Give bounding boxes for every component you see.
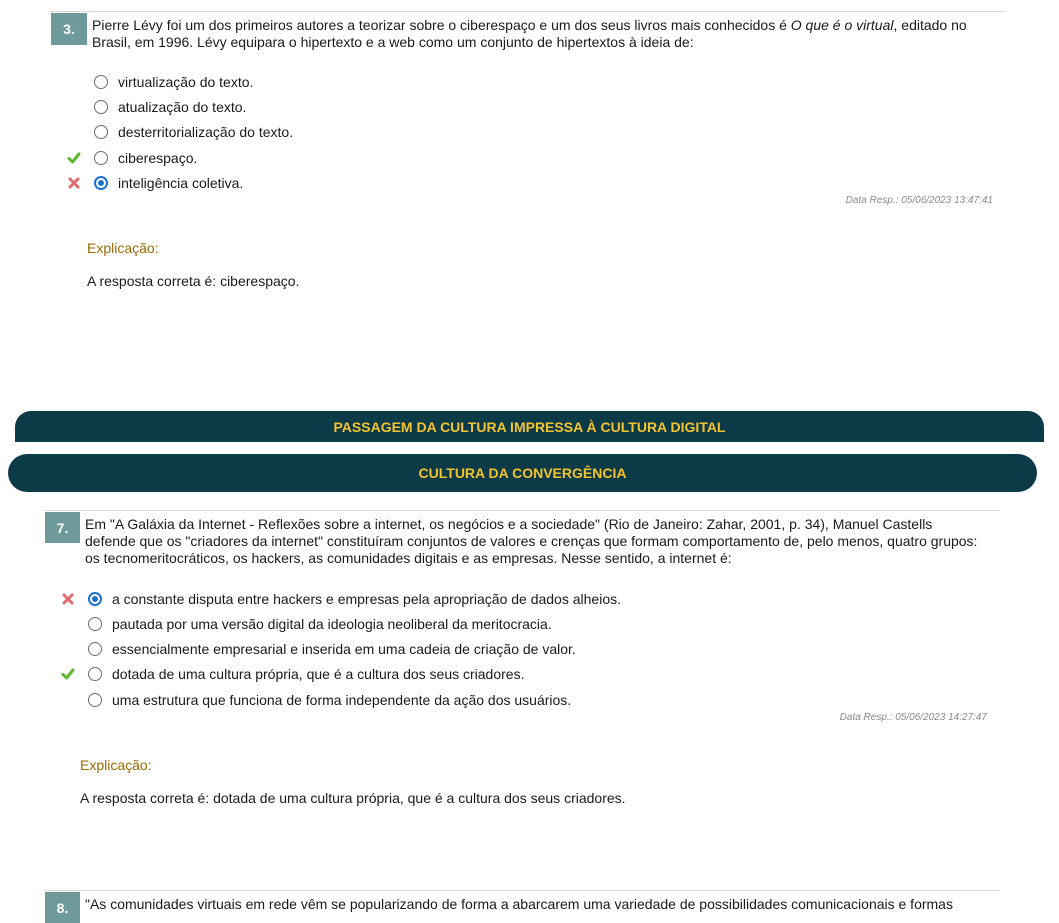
answer-option-selected[interactable] [88, 588, 621, 610]
option-label: a constante disputa entre hackers e empresas pela apropriação de dados alheios. [112, 591, 621, 607]
section-banner: CULTURA DA CONVERGÊNCIA [8, 454, 1037, 492]
radio-button[interactable] [88, 642, 102, 656]
question-text: "As comunidades virtuais em rede vêm se popularizando de forma a abarcarem uma variedade de possibilidades comunicacionais e formas [85, 896, 953, 912]
answer-option[interactable] [94, 71, 253, 93]
correct-check-icon [67, 151, 81, 165]
explanation-title: Explicação: [80, 757, 152, 773]
question-text: Em "A Galáxia da Internet - Reflexões sobre a internet, os negócios e a sociedade" (Rio de Janeiro: Zahar, 2001, p. 34), Manuel Castells defende que os "criadores da internet" constituíram conjuntos de valores e crenças que formam comportamento de, pelo menos, quatro grupos: os tecnomeritocráticos, os hackers, as comunidades digitais e as empresas. Nesse sentido, a internet é: [85, 516, 978, 566]
radio-button[interactable] [88, 667, 102, 681]
explanation-text: A resposta correta é: ciberespaço. [87, 273, 300, 289]
option-label: dotada de uma cultura própria, que é a cultura dos seus criadores. [112, 666, 525, 682]
radio-button[interactable] [88, 617, 102, 631]
radio-button-selected[interactable] [94, 176, 108, 190]
question-divider [44, 890, 1000, 891]
radio-button[interactable] [88, 693, 102, 707]
option-label: essencialmente empresarial e inserida em uma cadeia de criação de valor. [112, 641, 576, 657]
option-label: desterritorialização do texto. [118, 124, 294, 140]
option-label: virtualização do texto. [118, 74, 254, 90]
option-label: atualização do texto. [118, 99, 247, 115]
question-number: 7. [45, 512, 80, 543]
wrong-x-icon [61, 592, 75, 606]
question-number: 8. [45, 892, 80, 923]
answer-option[interactable] [94, 96, 246, 118]
answer-option[interactable] [88, 638, 576, 660]
answer-option-selected[interactable] [94, 172, 243, 194]
radio-button[interactable] [94, 100, 108, 114]
radio-button[interactable] [94, 75, 108, 89]
radio-button[interactable] [94, 125, 108, 139]
answer-option[interactable] [94, 147, 197, 169]
answer-date: Data Resp.: 05/06/2023 13:47:41 [845, 195, 993, 206]
explanation-text: A resposta correta é: dotada de uma cultura própria, que é a cultura dos seus criadores. [80, 790, 626, 806]
explanation-title: Explicação: [87, 240, 159, 256]
question-number: 3. [51, 13, 87, 45]
answer-option[interactable] [88, 689, 571, 711]
radio-button[interactable] [94, 151, 108, 165]
option-label: pautada por uma versão digital da ideologia neoliberal da meritocracia. [112, 616, 552, 632]
answer-option[interactable] [88, 613, 552, 635]
radio-button-selected[interactable] [88, 592, 102, 606]
answer-option[interactable] [88, 663, 524, 685]
answer-date: Data Resp.: 05/06/2023 14:27:47 [839, 712, 987, 723]
question-text: Pierre Lévy foi um dos primeiros autores a teorizar sobre o ciberespaço e um dos seus livros mais conhecidos é O que é o virtual, editado no Brasil, em 1996. Lévy equipara o hipertexto e a web como um conjunto de hipertextos à ideia de: [92, 17, 967, 50]
question-divider [44, 510, 1000, 511]
option-label: inteligência coletiva. [118, 175, 244, 191]
question-divider [50, 11, 1007, 12]
wrong-x-icon [67, 176, 81, 190]
correct-check-icon [61, 667, 75, 681]
option-label: ciberespaço. [118, 150, 198, 166]
answer-option[interactable] [94, 121, 293, 143]
option-label: uma estrutura que funciona de forma independente da ação dos usuários. [112, 692, 572, 708]
section-banner: PASSAGEM DA CULTURA IMPRESSA À CULTURA DIGITAL [15, 411, 1044, 442]
